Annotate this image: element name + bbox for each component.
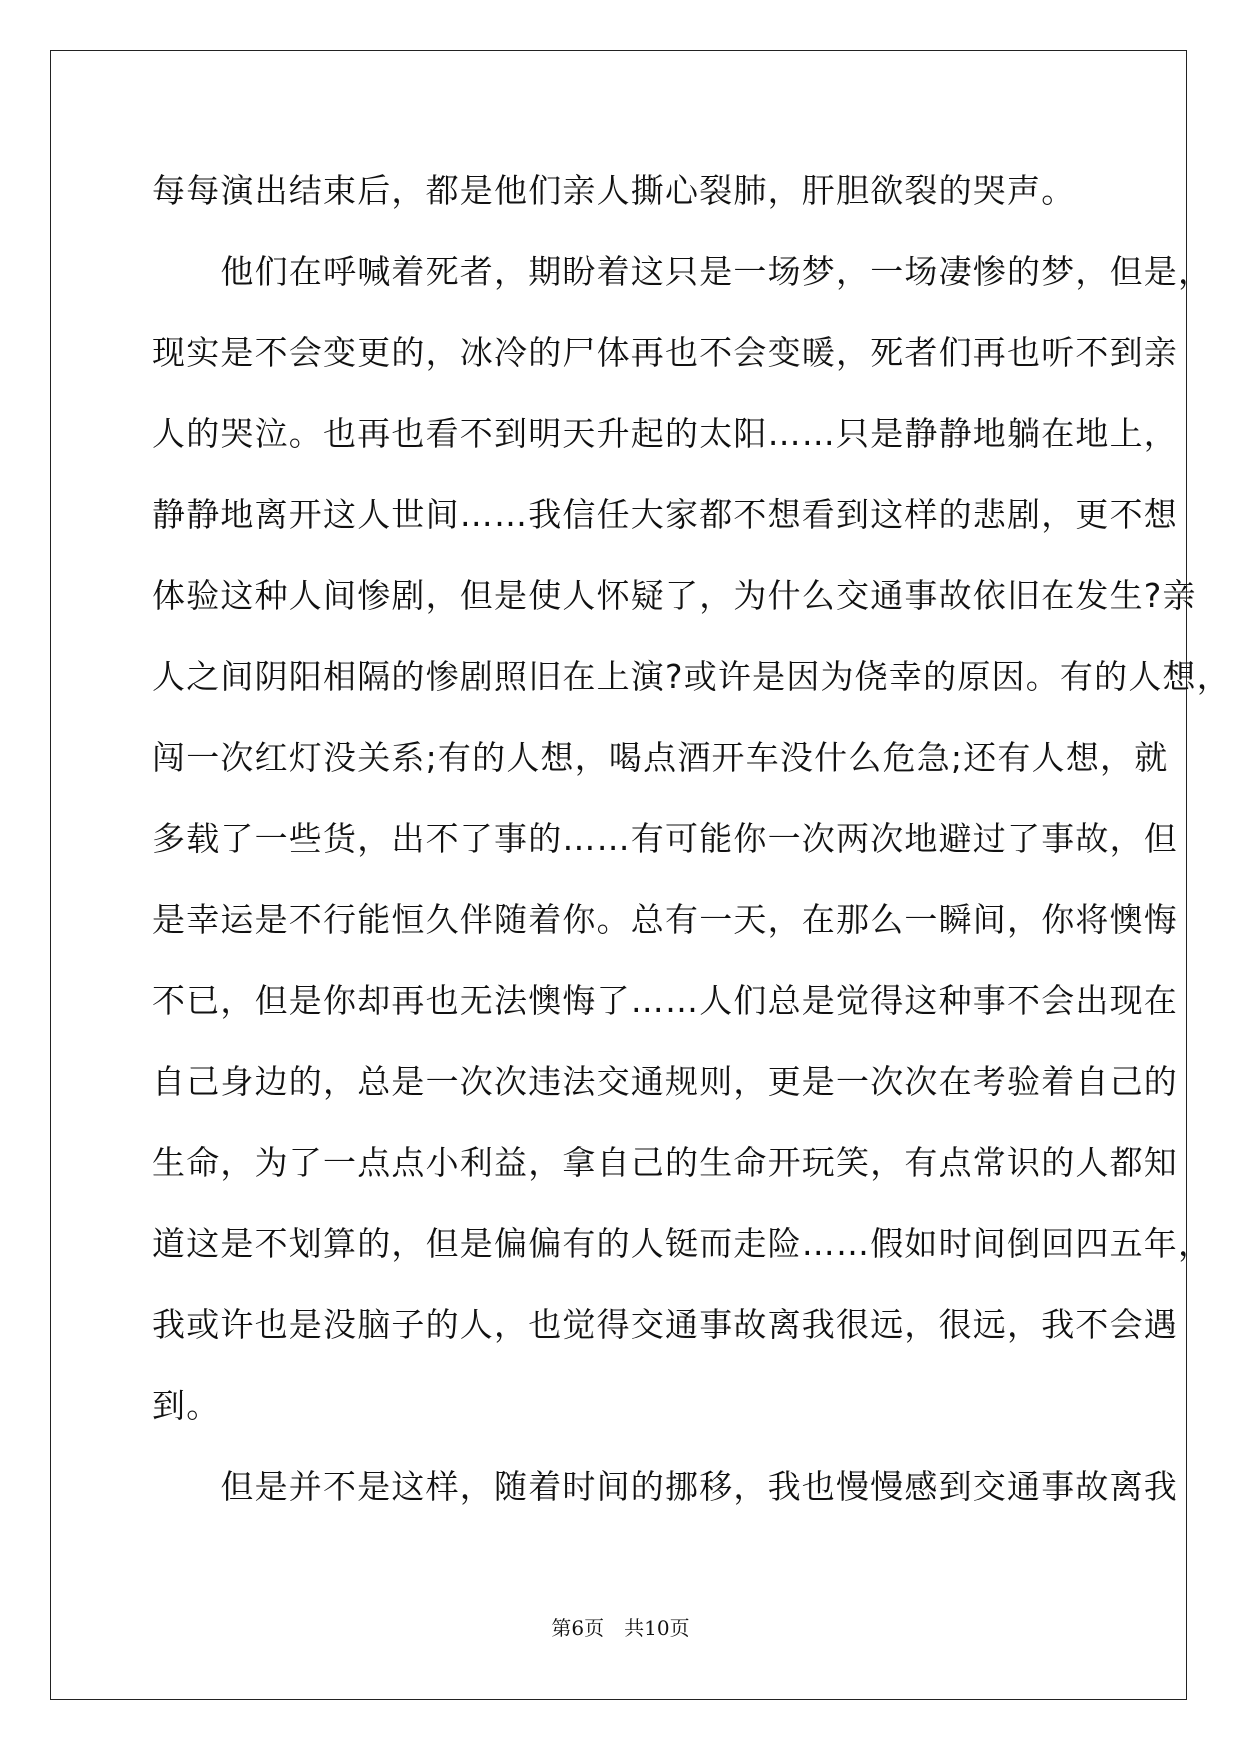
text-line: 到。 (152, 1386, 221, 1425)
text-line: 现实是不会变更的，冰冷的尸体再也不会变暖，死者们再也听不到亲 (152, 333, 1178, 372)
text-line: 不已，但是你却再也无法懊悔了……人们总是觉得这种事不会出现在 (152, 981, 1178, 1020)
text-line: 人之间阴阳相隔的惨剧照旧在上演?或许是因为侥幸的原因。有的人想， (152, 657, 1231, 696)
document-body (152, 150, 1231, 1527)
text-line: 是幸运是不行能恒久伴随着你。总有一天，在那么一瞬间，你将懊悔 (152, 900, 1178, 939)
text-line: 生命，为了一点点小利益，拿自己的生命开玩笑，有点常识的人都知 (152, 1143, 1178, 1182)
text-line: 每每演出结束后，都是他们亲人撕心裂肺，肝胆欲裂的哭声。 (152, 171, 1076, 210)
text-line: 静静地离开这人世间……我信任大家都不想看到这样的悲剧，更不想 (152, 495, 1178, 534)
text-line: 道这是不划算的，但是偏偏有的人铤而走险……假如时间倒回四五年， (152, 1224, 1213, 1263)
text-line: 人的哭泣。也再也看不到明天升起的太阳……只是静静地躺在地上， (152, 414, 1178, 453)
text-line: 但是并不是这样，随着时间的挪移，我也慢慢感到交通事故离我 (152, 1467, 1178, 1506)
page-number: 第6页 共10页 (551, 1616, 690, 1640)
text-line: 我或许也是没脑子的人，也觉得交通事故离我很远，很远，我不会遇 (152, 1305, 1178, 1344)
text-line: 自己身边的，总是一次次违法交通规则，更是一次次在考验着自己的 (152, 1062, 1178, 1101)
text-line: 体验这种人间惨剧，但是使人怀疑了，为什么交通事故依旧在发生?亲 (152, 576, 1197, 615)
text-line: 多载了一些货，出不了事的……有可能你一次两次地避过了事故，但 (152, 819, 1178, 858)
text-line: 闯一次红灯没关系;有的人想，喝点酒开车没什么危急;还有人想，就 (152, 738, 1169, 777)
text-line: 他们在呼喊着死者，期盼着这只是一场梦，一场凄惨的梦，但是， (152, 252, 1213, 291)
